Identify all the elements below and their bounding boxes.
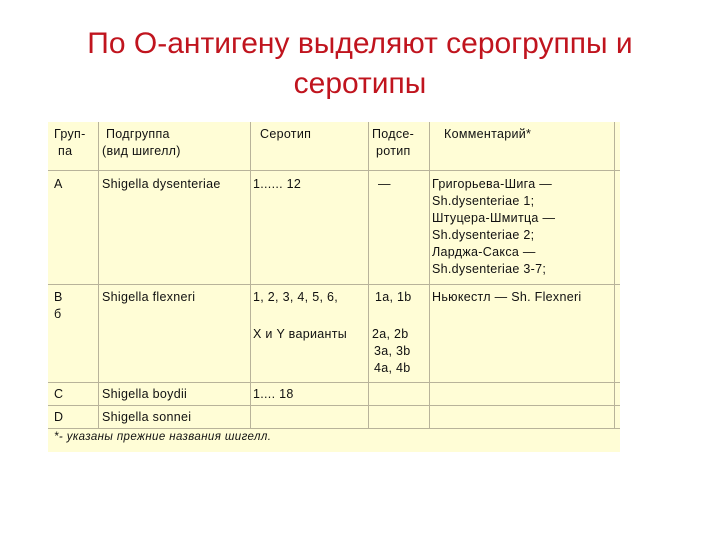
title-line-1: По О-антигену выделяют серогруппы и bbox=[87, 27, 633, 60]
row-a-subgroup: Shigella dysenteriae bbox=[102, 177, 221, 191]
row-c-group: C bbox=[54, 387, 64, 401]
row-divider bbox=[48, 284, 620, 285]
header-group: Груп- па bbox=[54, 127, 86, 158]
row-b-subserotype-1: 1a, 1b bbox=[375, 290, 412, 304]
row-a-serotype: 1...... 12 bbox=[253, 177, 302, 191]
row-b-comment: Ньюкестл — Sh. Flexneri bbox=[432, 290, 582, 304]
title-line-2: серотипы bbox=[293, 67, 427, 100]
row-a-comment: Григорьева-Шига — Sh.dysenteriae 1; Штуцера-Шмитца — Sh.dysenteriae 2; Ларджа-Сакса — Sh.dysenteriae 3-7; bbox=[432, 177, 556, 276]
row-c-subgroup: Shigella boydii bbox=[102, 387, 188, 401]
row-a-subserotype: — bbox=[378, 177, 391, 191]
row-divider bbox=[48, 405, 620, 406]
row-d-subgroup: Shigella sonnei bbox=[102, 410, 192, 424]
shigella-classification-table bbox=[48, 122, 620, 452]
slide-title bbox=[30, 24, 690, 104]
row-divider bbox=[48, 382, 620, 383]
row-d-group: D bbox=[54, 410, 64, 424]
header-subgroup: Подгруппа (вид шигелл) bbox=[102, 127, 181, 158]
table-footnote: *- указаны прежние названия шигелл. bbox=[54, 431, 272, 443]
row-c-serotype: 1.... 18 bbox=[253, 387, 294, 401]
header-comment: Комментарий* bbox=[444, 127, 532, 141]
row-b-subgroup: Shigella flexneri bbox=[102, 290, 196, 304]
row-divider bbox=[48, 170, 620, 171]
row-b-group: B б bbox=[54, 290, 63, 321]
header-serotype: Серотип bbox=[260, 127, 312, 141]
row-b-serotype-line2: X и Y варианты bbox=[253, 327, 348, 341]
row-b-subserotype-2: 2a, 2b 3a, 3b 4a, 4b bbox=[372, 327, 411, 375]
row-divider bbox=[48, 428, 620, 429]
header-subserotype: Подсе- ротип bbox=[372, 127, 415, 158]
row-b-serotype-line1: 1, 2, 3, 4, 5, 6, bbox=[253, 290, 339, 304]
row-a-group: A bbox=[54, 177, 63, 191]
